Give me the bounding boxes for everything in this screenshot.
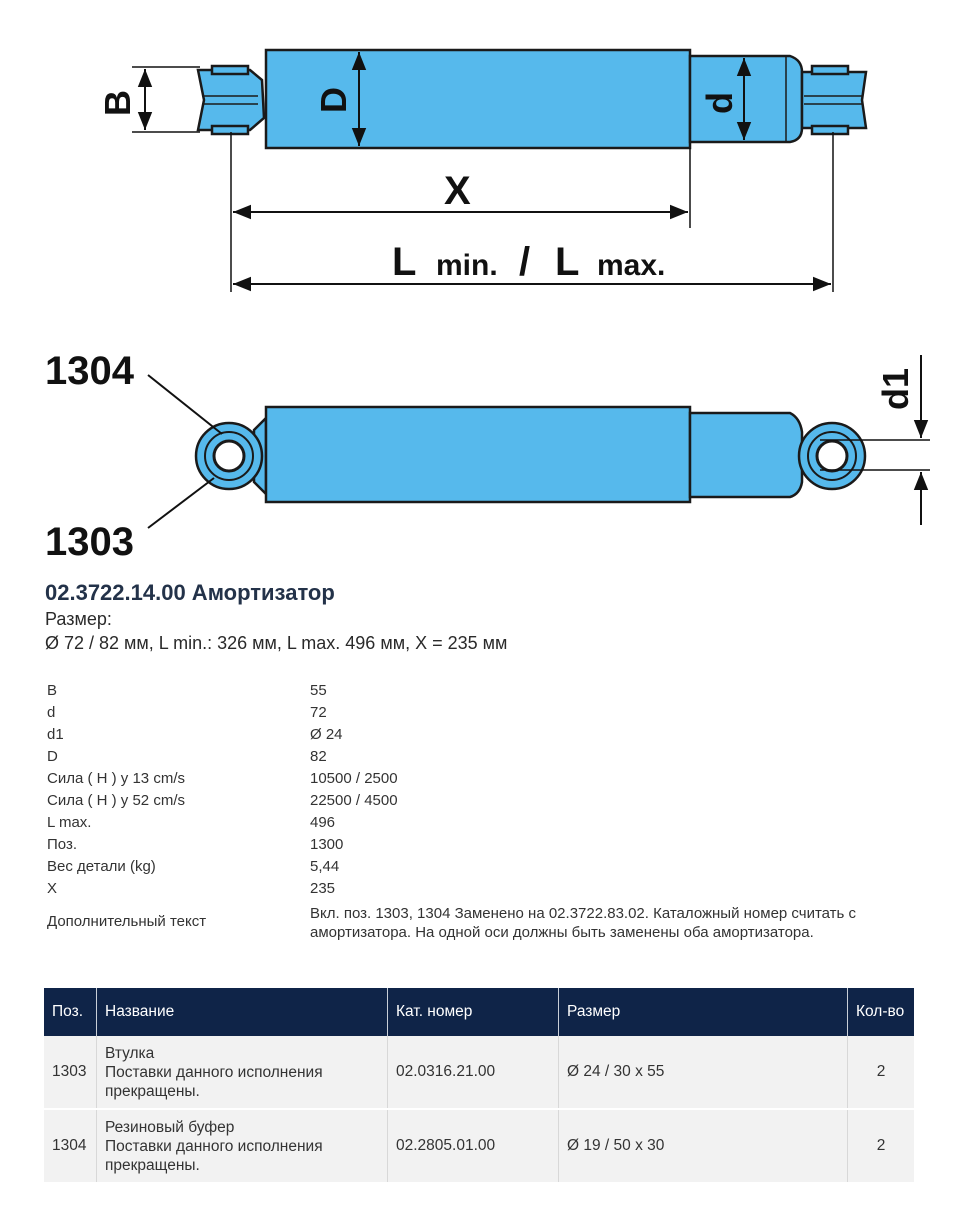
property-row: [47, 878, 927, 900]
label-d-lower: d: [699, 92, 740, 114]
callout-1303: 1303: [45, 520, 134, 564]
part-name: Резиновый буфер: [105, 1118, 235, 1136]
label-lmin: L: [392, 240, 417, 284]
cell-size: Ø 19 / 50 x 30: [559, 1109, 848, 1183]
table-row: [44, 1036, 914, 1109]
label-b: B: [97, 90, 138, 116]
property-row: [47, 768, 927, 790]
property-value: 10500 / 2500: [310, 770, 398, 787]
cell-cat-number[interactable]: 02.0316.21.00: [388, 1036, 559, 1109]
property-row: [47, 790, 927, 812]
property-value: Вкл. поз. 1303, 1304 Заменено на 02.3722.83.02. Каталожный номер считать с амортизатора. На одной оси должны быть заменены оба амортизатора.: [310, 905, 857, 941]
property-value: Ø 24: [310, 726, 343, 743]
property-row: [47, 724, 927, 746]
cell-name: [97, 1036, 388, 1109]
parts-table: [44, 988, 914, 1184]
cell-pos: 1304: [44, 1109, 97, 1183]
property-value: 5,44: [310, 858, 340, 875]
label-lmax: L: [555, 240, 580, 284]
part-note: Поставки данного исполнения прекращены.: [105, 1137, 323, 1174]
property-row: [47, 746, 927, 768]
properties-list: [47, 680, 927, 942]
property-row: [47, 834, 927, 856]
property-name: D: [47, 748, 58, 765]
top-view: [198, 50, 866, 148]
property-row: [47, 702, 927, 724]
header-size: Размер: [559, 988, 848, 1036]
label-d1: d1: [875, 367, 916, 410]
part-note: Поставки данного исполнения прекращены.: [105, 1063, 323, 1100]
header-pos: Поз.: [44, 988, 97, 1036]
property-name: X: [47, 880, 58, 897]
side-view: [196, 407, 865, 502]
header-qty: Кол-во: [848, 988, 915, 1036]
product-title: 02.3722.14.00 Амортизатор: [45, 580, 335, 605]
callout-1304: 1304: [45, 349, 134, 393]
cell-qty: 2: [848, 1109, 915, 1183]
property-name: Вес детали (kg): [47, 858, 156, 875]
cell-pos: 1303: [44, 1036, 97, 1109]
property-value: 72: [310, 704, 327, 721]
property-value: 55: [310, 682, 327, 699]
right-mount-top: [802, 72, 866, 128]
property-name: Дополнительный текст: [47, 913, 207, 930]
label-slash: /: [519, 240, 531, 284]
property-value: 496: [310, 814, 336, 831]
label-x: X: [444, 169, 471, 213]
property-name: Сила ( Н ) у 13 cm/s: [47, 770, 185, 787]
property-name: Поз.: [47, 836, 77, 853]
header-cat-number: Кат. номер: [388, 988, 559, 1036]
property-value: 22500 / 4500: [310, 792, 398, 809]
cell-cat-number[interactable]: 02.2805.01.00: [388, 1109, 559, 1183]
table-row: [44, 1109, 914, 1183]
property-name: d: [47, 704, 56, 721]
main-cylinder-side: [266, 407, 690, 502]
header-name: Название: [97, 988, 388, 1036]
property-row: [47, 680, 927, 702]
property-row: [47, 812, 927, 834]
part-name: Втулка: [105, 1044, 155, 1062]
property-value: 1300: [310, 836, 344, 853]
rod-tube-side: [690, 413, 802, 497]
label-min: min.: [436, 249, 498, 282]
property-row: [47, 856, 927, 878]
property-name: B: [47, 682, 58, 699]
property-name: d1: [47, 726, 64, 743]
cell-size: Ø 24 / 30 x 55: [559, 1036, 848, 1109]
property-value: 235: [310, 880, 336, 897]
table-header-row: [44, 988, 914, 1036]
property-name: L max.: [47, 814, 92, 831]
size-value: Ø 72 / 82 мм, L min.: 326 мм, L max. 496 мм, X = 235 мм: [45, 633, 508, 653]
cell-name: [97, 1109, 388, 1183]
cell-qty: 2: [848, 1036, 915, 1109]
property-value: 82: [310, 748, 327, 765]
property-row: [47, 904, 927, 942]
shock-absorber-drawing: [0, 0, 974, 575]
left-mount-top: [198, 70, 264, 130]
property-name: Сила ( Н ) у 52 cm/s: [47, 792, 185, 809]
size-label: Размер:: [45, 609, 112, 629]
label-d-upper: D: [313, 87, 354, 113]
label-max: max.: [597, 249, 666, 282]
